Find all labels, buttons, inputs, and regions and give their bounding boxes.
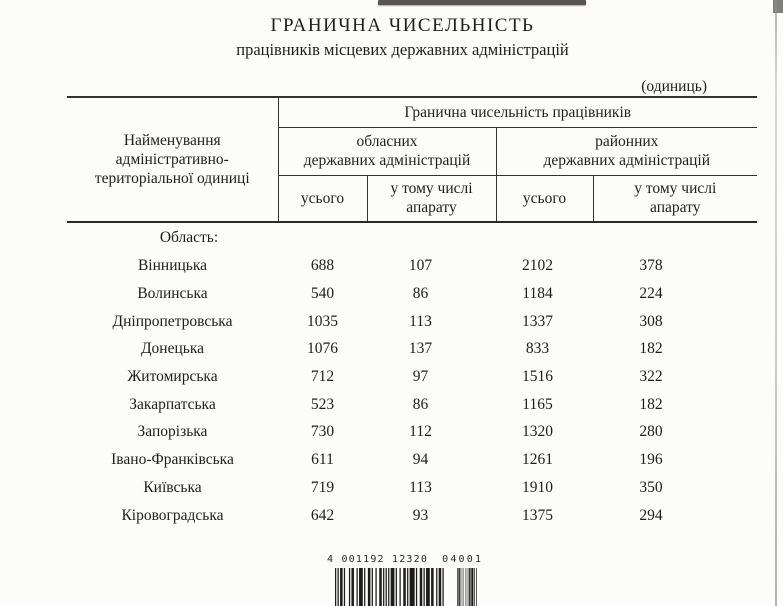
col-header-oblast-total: усього (278, 175, 367, 222)
raion-apparatus-value: 196 (639, 451, 663, 469)
page-subtitle: працівників місцевих державних адміністрацій (236, 40, 569, 59)
table-row (67, 418, 757, 446)
oblast-apparatus-value: 113 (409, 478, 432, 496)
col-header-raion-total: усього (496, 175, 593, 222)
col-header-raion-apparatus (593, 175, 757, 222)
raion-total-value: 2102 (522, 257, 553, 275)
raion-apparatus-value: 378 (639, 257, 663, 275)
empty-cell (367, 222, 496, 252)
name-column-header (67, 97, 278, 222)
region-name: Івано-Франківська (111, 451, 234, 469)
raion-apparatus-value: 294 (639, 506, 663, 524)
oblast-total-value: 719 (310, 478, 335, 496)
table-row (67, 307, 757, 335)
raion-apparatus-value: 322 (639, 368, 663, 386)
oblast-apparatus-value: 137 (408, 340, 433, 358)
oblast-total-value: 730 (310, 423, 335, 441)
raion-total-value: 1184 (522, 285, 553, 303)
barcode-addon-digits: 04001 (442, 554, 484, 565)
region-name: Донецька (140, 340, 205, 358)
group-header: Гранична чисельність працівників (278, 97, 757, 127)
barcode (327, 554, 497, 565)
raion-apparatus-value: 182 (639, 395, 663, 413)
apparatus-header-line: у тому числі (390, 180, 473, 198)
region-name: Закарпатська (129, 395, 216, 413)
table-row (67, 390, 757, 418)
oblast-total-value: 540 (310, 285, 335, 303)
oblast-apparatus-value: 86 (412, 285, 429, 303)
oblast-apparatus-value: 94 (412, 451, 429, 469)
raion-apparatus-value: 182 (639, 340, 663, 358)
name-header-line: територіальної одиниці (94, 170, 250, 187)
table-row (67, 363, 757, 391)
oblast-total-value: 523 (310, 395, 335, 413)
oblast-total-value: 642 (310, 506, 335, 524)
oblast-apparatus-value: 107 (408, 257, 433, 275)
oblast-apparatus-value: 113 (409, 312, 432, 330)
oblast-apparatus-value: 93 (412, 506, 429, 524)
raion-apparatus-value: 224 (639, 285, 663, 303)
section-label: Область: (159, 229, 219, 246)
raion-total-value: 833 (525, 340, 550, 358)
limit-staff-table (67, 96, 757, 529)
raion-total-value: 1337 (522, 312, 553, 330)
table-row (67, 280, 757, 308)
oblast-total-value: 611 (311, 451, 334, 469)
table-row (67, 252, 757, 280)
raion-group-line: районних (595, 133, 659, 150)
region-name: Запорізька (137, 423, 208, 441)
oblast-total-value: 712 (310, 368, 335, 386)
name-header-line: адміністративно- (115, 151, 229, 168)
apparatus-header-line: у тому числі (634, 180, 717, 198)
region-name: Волинська (137, 285, 208, 303)
table-row (67, 335, 757, 363)
section-row (67, 222, 757, 252)
empty-cell (496, 222, 593, 252)
apparatus-header-line: апарату (406, 199, 457, 217)
raion-apparatus-value: 308 (639, 312, 663, 330)
units-note: (одиниць) (641, 78, 707, 95)
oblast-group-line: державних адміністрацій (303, 152, 471, 169)
table-row (67, 446, 757, 474)
oblast-apparatus-value: 112 (409, 423, 432, 441)
col-header-oblast-apparatus (367, 175, 496, 222)
header-row-group (67, 97, 757, 127)
raion-total-value: 1910 (522, 478, 553, 496)
oblast-total-value: 688 (310, 257, 335, 275)
raion-apparatus-value: 350 (639, 478, 663, 496)
barcode-bars (335, 568, 477, 606)
raion-total-value: 1261 (522, 451, 553, 469)
page-title: ГРАНИЧНА ЧИСЕЛЬНІСТЬ (270, 15, 535, 36)
scan-smudge-artifact (378, 0, 586, 5)
region-name: Дніпропетровська (112, 312, 233, 330)
raion-total-value: 1516 (522, 368, 553, 386)
raion-total-value: 1320 (522, 423, 553, 441)
raion-group-header (496, 127, 757, 175)
barcode-main-digits: 4 001192 12320 (327, 554, 429, 565)
oblast-total-value: 1035 (307, 312, 338, 330)
document-heading (0, 13, 783, 61)
empty-cell (278, 222, 367, 252)
barcode-digits (327, 554, 497, 565)
apparatus-header-line: апарату (650, 199, 701, 217)
empty-cell (593, 222, 757, 252)
table-row (67, 501, 757, 529)
oblast-group-line: обласних (356, 133, 418, 150)
region-name: Вінницька (137, 257, 208, 275)
region-name: Київська (143, 478, 202, 496)
raion-apparatus-value: 280 (639, 423, 663, 441)
region-name: Кіровоградська (121, 506, 224, 524)
oblast-group-header (278, 127, 496, 175)
name-header-line: Найменування (123, 132, 221, 149)
page-edge-line (775, 0, 777, 606)
oblast-total-value: 1076 (307, 340, 338, 358)
raion-group-line: державних адміністрацій (543, 152, 710, 169)
region-name: Житомирська (127, 368, 218, 386)
oblast-apparatus-value: 86 (412, 395, 429, 413)
raion-total-value: 1375 (522, 506, 553, 524)
table-row (67, 474, 757, 502)
raion-total-value: 1165 (522, 395, 553, 413)
oblast-apparatus-value: 97 (412, 368, 429, 386)
